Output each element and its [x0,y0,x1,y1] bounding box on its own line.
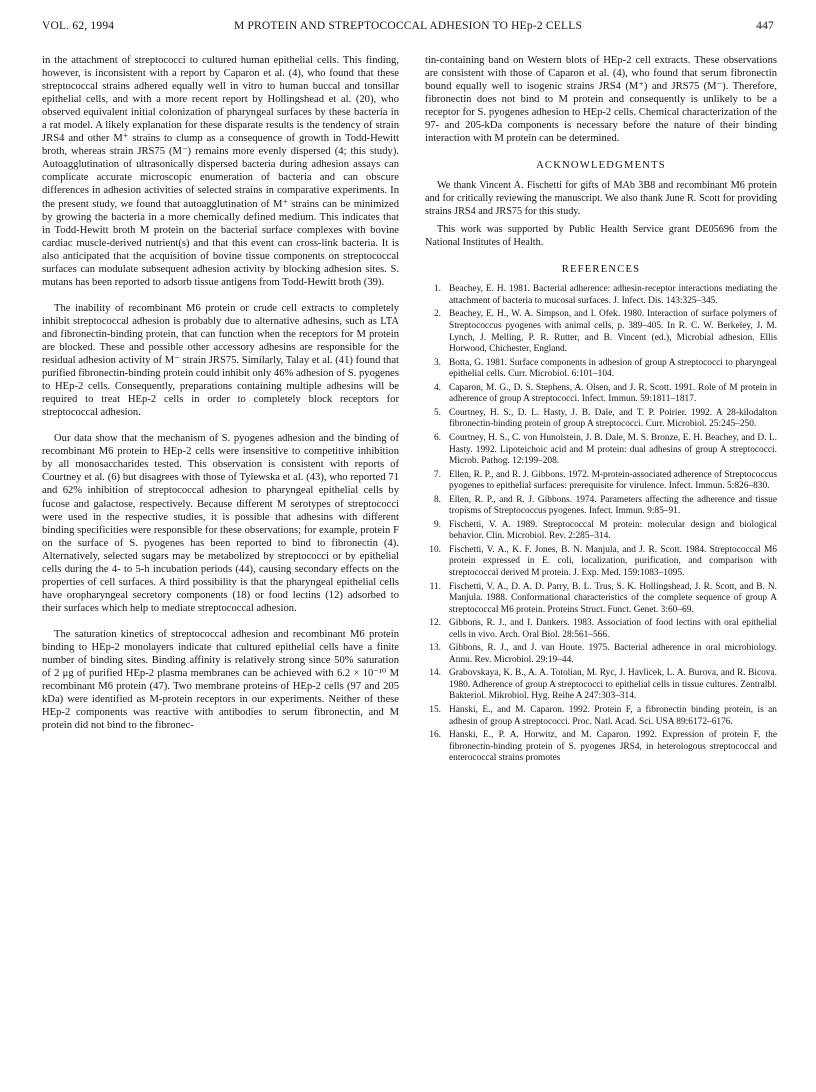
body-paragraph: The saturation kinetics of streptococcal adhesion and recombinant M6 protein binding to HEp-2 monolayers indicate that cultured epithelial cells have a finite number of binding sites. Binding affinity is relatively strong since 50% saturation of 2 μg of purified HEp-2 plasma membranes can be achieved with 6.2 × 10⁻¹⁰ M recombinant M6 protein (47). Two membrane proteins of HEp-2 cells (97 and 205 kDa) were identified as M-protein receptors in our experiments. Neither of these HEp-2 components was reactive with antibodies to serum fibronectin, and M protein did not bind to the fibronec- [42,628,399,732]
reference-text: Botta, G. 1981. Surface components in adhesion of group A streptococci to pharyngeal epithelial cells. Curr. Microbiol. 6:101–104. [449,357,777,380]
reference-item [425,668,777,703]
reference-text: Fischetti, V. A., D. A. D. Parry, B. L. Trus, S. K. Hollingshead, J. R. Scott, and B. N. Manjula. 1988. Conformational characteristics of the complete sequence of group A streptococcal M6 protein. Proteins Struct. Funct. Genet. 3:60–69. [449,581,777,615]
reference-number: 13. [429,643,441,654]
reference-number: 10. [429,544,441,555]
reference-text: Grabovskaya, K. B., A. A. Totolian, M. Ryc, J. Havlicek, L. A. Burova, and R. Bicova. 1980. Adherence of group A streptococci to epithelial cells in tissue cultures. Zentralbl. Bakteriol. Mikrobiol. Hyg. Reihe A 247:303–314. [449,668,777,702]
body-paragraph: Our data show that the mechanism of S. pyogenes adhesion and the binding of recombinant M6 protein to HEp-2 cells were insensitive to competitive inhibition by all monosaccharides tested. This observation is consistent with reports of Courtney et al. (6) but disagrees with those of Tylewska et al. (43), who reported 71 and 62% inhibition of streptococcal adhesion to pharyngeal epithelial cells by fucose and galactose, respectively. Because different M serotypes of streptococci were used in the respective studies, it is possible that adhesins with different binding specificities were responsible for these observations; for example, protein F on the surface of S. pyogenes has been reported to bind to fibronectin (4). Alternatively, selected sugars may be metabolized by streptococci or by epithelial cells during the 4- to 5-h incubation periods (44), causing secondary effects on the properties of cell surfaces. A third possibility is that the pharyngeal epithelial cells have oropharyngeal secretory components (18) or food lectins (12) adsorbed to their surfaces which help to mediate streptococcal adhesion. [42,433,399,614]
acknowledgments-heading: ACKNOWLEDGMENTS [536,160,666,172]
reference-number: 6. [433,432,441,443]
acknowledgments-paragraph: We thank Vincent A. Fischetti for gifts of MAb 3B8 and recombinant M6 protein and for critically reviewing the manuscript. We also thank June R. Scott for providing strains JRS4 and JRS75 for this study. [425,180,777,217]
left-column [42,54,399,732]
reference-number: 3. [433,357,441,368]
body-paragraph: The inability of recombinant M6 protein or crude cell extracts to completely inhibit streptococcal adhesion is probably due to alternative adhesins, such as LTA and fibronectin-binding protein, that can function when the receptors for M protein are blocked. These and possible other accessory adhesins are responsible for the residual adhesion activity of M⁻ strain JRS75. Similarly, Talay et al. (41) found that purified fibronectin-binding protein could inhibit only 46% adhesion of S. pyogenes to HEp-2 cells. Consequently, preparations containing multiple adhesins will be required to treat HEp-2 cells in order to completely block receptors for streptococcal adhesion. [42,302,399,419]
running-title: M PROTEIN AND STREPTOCOCCAL ADHESION TO HEp-2 CELLS [233,20,583,32]
reference-number: 7. [433,469,441,480]
page-number: 447 [756,20,774,32]
reference-number: 1. [433,284,441,295]
reference-text: Fischetti, V. A., K. F. Jones, B. N. Manjula, and J. R. Scott. 1984. Streptococcal M6 protein expressed in E. coli, localization, purification, and comparison with streptococcal derived M protein. J. Exp. Med. 159:1083–1095. [449,544,777,578]
reference-number: 8. [433,494,441,505]
reference-text: Courtney, H. S., C. von Hunolstein, J. B. Dale, M. S. Bronze, E. H. Beachey, and D. L. Hasty. 1992. Lipoteichoic acid and M protein: dual adhesins of group A streptococci. Microb. Pathog. 12:199–208. [449,432,777,467]
reference-text: Caparon, M. G., D. S. Stephens, A. Olsen, and J. R. Scott. 1991. Role of M protein in adherence of group A streptococci. Infect. Immun. 59:1811–1817. [449,382,777,405]
reference-text: Ellen, R. P., and R. J. Gibbons. 1974. Parameters affecting the adherence and tissue tropisms of Streptococcus pyogenes. Infect. Immun. 9:85–91. [449,494,777,517]
reference-text: Beachey, E. H., W. A. Simpson, and I. Ofek. 1980. Interaction of surface polymers of Streptococcus pyogenes with animal cells, p. 389–405. In R. C. W. Berkeley, J. M. Lynch, J. Melling, P. R. Rutter, and B. Vincent (ed.), Microbial adhesion. Ellis Horwood, Chichester, England. [449,309,777,355]
reference-item [425,730,777,765]
reference-item [425,618,777,641]
reference-item [425,408,777,431]
reference-item [425,284,777,307]
reference-number: 11. [429,581,441,592]
reference-item [425,383,777,406]
reference-number: 9. [433,519,441,530]
references-heading: REFERENCES [561,264,641,276]
reference-number: 2. [433,309,441,320]
reference-number: 4. [433,382,441,393]
reference-item [425,582,777,617]
reference-item [425,309,777,355]
reference-list [425,284,777,764]
acknowledgments-paragraph: This work was supported by Public Health Service grant DE05696 from the National Institutes of Health. [425,224,777,248]
reference-number: 15. [429,704,441,715]
reference-item [425,520,777,543]
reference-text: Hanski, E., and M. Caparon. 1992. Protein F, a fibronectin binding protein, is an adhesin of group A streptococci. Proc. Natl. Acad. Sci. USA 89:6172–6176. [449,704,777,727]
reference-text: Gibbons, R. J., and I. Dankers. 1983. Association of food lectins with oral epithelial cells in vivo. Arch. Oral Biol. 28:561–566. [449,618,777,640]
reference-item [425,495,777,518]
reference-text: Ellen, R. P., and R. J. Gibbons. 1972. M-protein-associated adherence of Streptococcus pyogenes to epithelial surfaces: prerequisite for virulence. Infect. Immun. 5:826–830. [449,469,777,492]
volume-label: VOL. 62, 1994 [42,20,115,32]
reference-text: Fischetti, V. A. 1989. Streptococcal M protein: molecular design and biological behavior. Clin. Microbiol. Rev. 2:285–314. [449,519,777,542]
reference-item [425,545,777,580]
reference-number: 12. [429,618,441,629]
reference-number: 16. [429,730,441,741]
reference-number: 5. [433,407,441,418]
reference-item [425,643,777,666]
reference-number: 14. [429,668,441,679]
reference-text: Beachey, E. H. 1981. Bacterial adherence: adhesin-receptor interactions mediating the attachment of bacteria to mucosal surfaces. J. Infect. Dis. 143:325–345. [449,284,777,306]
body-paragraph: tin-containing band on Western blots of HEp-2 cell extracts. These observations are consistent with those of Caparon et al. (4), who found that serum fibronectin bound equally well to isogenic strains JRS4 (M⁺) and JRS75 (M⁻). Therefore, fibronectin does not bind to M protein and consequently is unlikely to be a receptor for S. pyogenes adhesion to HEp-2 cells. Chemical characterization of the 97- and 205-kDa components is necessary before the nature of their binding interaction with M protein can be determined. [425,55,777,145]
right-column [425,54,777,767]
reference-item [425,470,777,493]
body-paragraph: in the attachment of streptococci to cultured human epithelial cells. This finding, however, is inconsistent with a report by Caparon et al. (4), who found that these streptococcal strains adhered equally well in vitro to human buccal and tonsillar epithelial cells, and with a more recent report by Hollingshead et al. (20), who observed equivalent initial colonization of pharyngeal surfaces by these bacteria in a rat model. A likely explanation for these disparate results is the tendency of strain JRS4 and other M⁺ strains to clump as a consequence of growth in Todd-Hewitt broth, whereas strain JRS75 (M⁻) remains more evenly dispersed (4; this study). Autoagglutination of ultrasonically dispersed bacteria during adhesion assays can complicate accurate microscopic enumeration of bacteria and can obscure differences in adhesion activities of selected strains in comparative experiments. In the present study, we found that autoagglutination of M⁺ strains can be minimized by growing the bacteria in a more chemically defined medium. This indicates that in Todd-Hewitt broth M protein on the bacterial surface complexes with bovine cardiac muscle-derived nutrient(s) and that this event can cross-link bacteria. It is also anticipated that the acquisition of bovine tissue components on streptococcal surfaces can modulate subsequent adhesion activity by blocking adhesion sites. S. mutans has been reported to adsorb tissue antigens from Todd-Hewitt broth (39). [42,55,399,288]
reference-text: Hanski, E., P. A. Horwitz, and M. Caparon. 1992. Expression of protein F, the fibronectin-binding protein of S. pyogenes JRS4, in heterologous streptococcal and enterococcal strains promotes [449,730,777,764]
running-header [42,20,774,38]
reference-text: Courtney, H. S., D. L. Hasty, J. B. Dale, and T. P. Poirier. 1992. A 28-kilodalton fibronectin-binding protein of group A streptococci. Curr. Microbiol. 25:245–250. [449,407,777,430]
reference-text: Gibbons, R. J., and J. van Houte. 1975. Bacterial adherence in oral microbiology. Annu. Rev. Microbiol. 29:19–44. [449,643,777,665]
reference-item [425,433,777,468]
reference-item [425,358,777,381]
reference-item [425,705,777,728]
